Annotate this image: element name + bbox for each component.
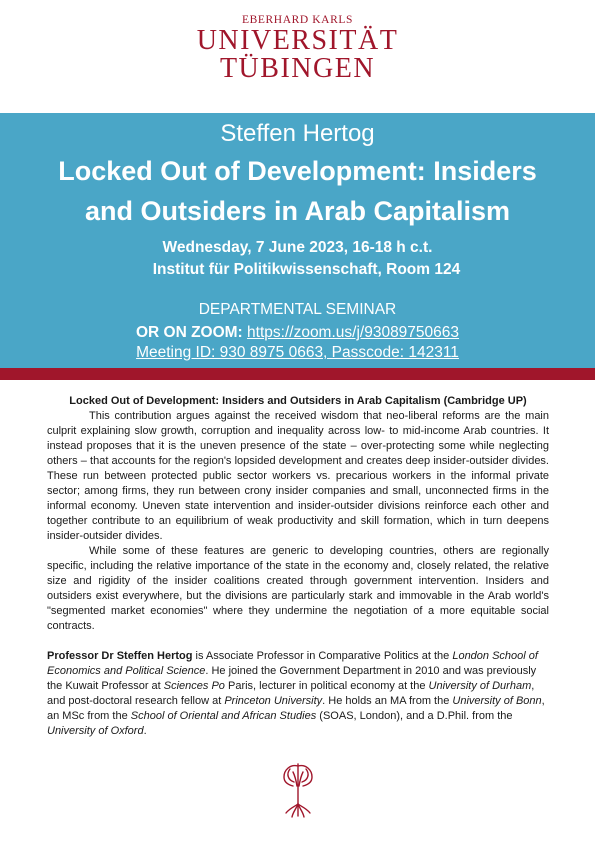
bio-text: . He holds an MA from the (322, 695, 453, 707)
bio-text: (SOAS, London), and a D.Phil. from the (316, 710, 513, 722)
bio-institution: University of Oxford (47, 725, 144, 737)
bio-text: . (143, 725, 147, 737)
logo-line-2: UNIVERSITÄT (196, 25, 399, 56)
seminar-label: DEPARTMENTAL SEMINAR (198, 301, 397, 318)
event-banner (0, 113, 595, 368)
abstract-paragraph-1: This contribution argues against the received wisdom that neo-liberal reforms are the main culprit explaining slow growth, corruption and inequality across low- to mid-income Arab countries. It instead proposes that it is the uneven presence of the state – over-protecting some while neglecting others – that accounts for the region's lopsided development and creates deep insider-outsider divides. These run between protected public sector workers vs. precarious workers in the informal private sector; among firms, they run between crony insider companies and small, unconnected firms in the informal economy. Uneven state intervention and insider-outsider divisions reinforce each other and together contribute to an equilibrium of weak productivity and skill formation, which in turn deepens insider-outsider divides. (47, 410, 549, 542)
event-date: Wednesday, 7 June 2023, 16-18 h c.t. (162, 239, 433, 256)
bio-text: Paris, lecturer in political economy at the (224, 680, 429, 692)
palm-tree-seal-icon (276, 760, 320, 820)
abstract-heading: Locked Out of Development: Insiders and Outsiders in Arab Capitalism (Cambridge UP) (69, 395, 527, 407)
red-divider-bar (0, 368, 595, 380)
speaker-name: Steffen Hertog (220, 120, 375, 147)
bio-institution: London School of Economics and Political Science (47, 650, 538, 677)
university-logo (0, 14, 595, 83)
bio-institution: Sciences Po (163, 680, 225, 692)
bio-institution: School of Oriental and African Studies (130, 710, 317, 722)
bio-name: Professor Dr Steffen Hertog (47, 650, 193, 662)
zoom-link[interactable]: https://zoom.us/j/93089750663 (247, 324, 460, 341)
talk-title (0, 151, 595, 231)
bio-text: , an MSc from the (47, 695, 545, 722)
bio-text: . He joined the Government Department in 2010 and was previously the Kuwait Professor at (47, 665, 537, 692)
talk-title-line-2: and Outsiders in Arab Capitalism (84, 196, 511, 226)
bio-institution: Princeton University (224, 695, 323, 707)
meeting-info[interactable]: Meeting ID: 930 8975 0663, Passcode: 142311 (136, 344, 459, 361)
event-venue: Institut für Politikwissenschaft, Room 124 (152, 261, 461, 278)
main-content (47, 394, 549, 739)
bio-institution: University of Bonn (452, 695, 542, 707)
logo-line-3: TÜBINGEN (219, 53, 376, 84)
talk-title-line-1: Locked Out of Development: Insiders (58, 156, 537, 186)
zoom-label: OR ON ZOOM: (135, 324, 243, 341)
speaker-bio (47, 649, 549, 739)
abstract-paragraph-2: While some of these features are generic to developing countries, others are regionally specific, including the relative importance of the state in the economy and, closely related, the relative size and rigidity of the insider coalitions created through government intervention. Insiders and outsiders exist everywhere, but the divisions are particularly stark and immovable in the Arab world's "segmented market economies" where they undermine the negotiation of a more equitable social contracts. (47, 545, 549, 632)
logo-line-1: EBERHARD KARLS (242, 14, 353, 26)
bio-text: , and post-doctoral research fellow at (47, 680, 535, 707)
bio-text: is Associate Professor in Comparative Politics at the (192, 650, 453, 662)
bio-institution: University of Durham (428, 680, 532, 692)
zoom-line (0, 323, 595, 343)
